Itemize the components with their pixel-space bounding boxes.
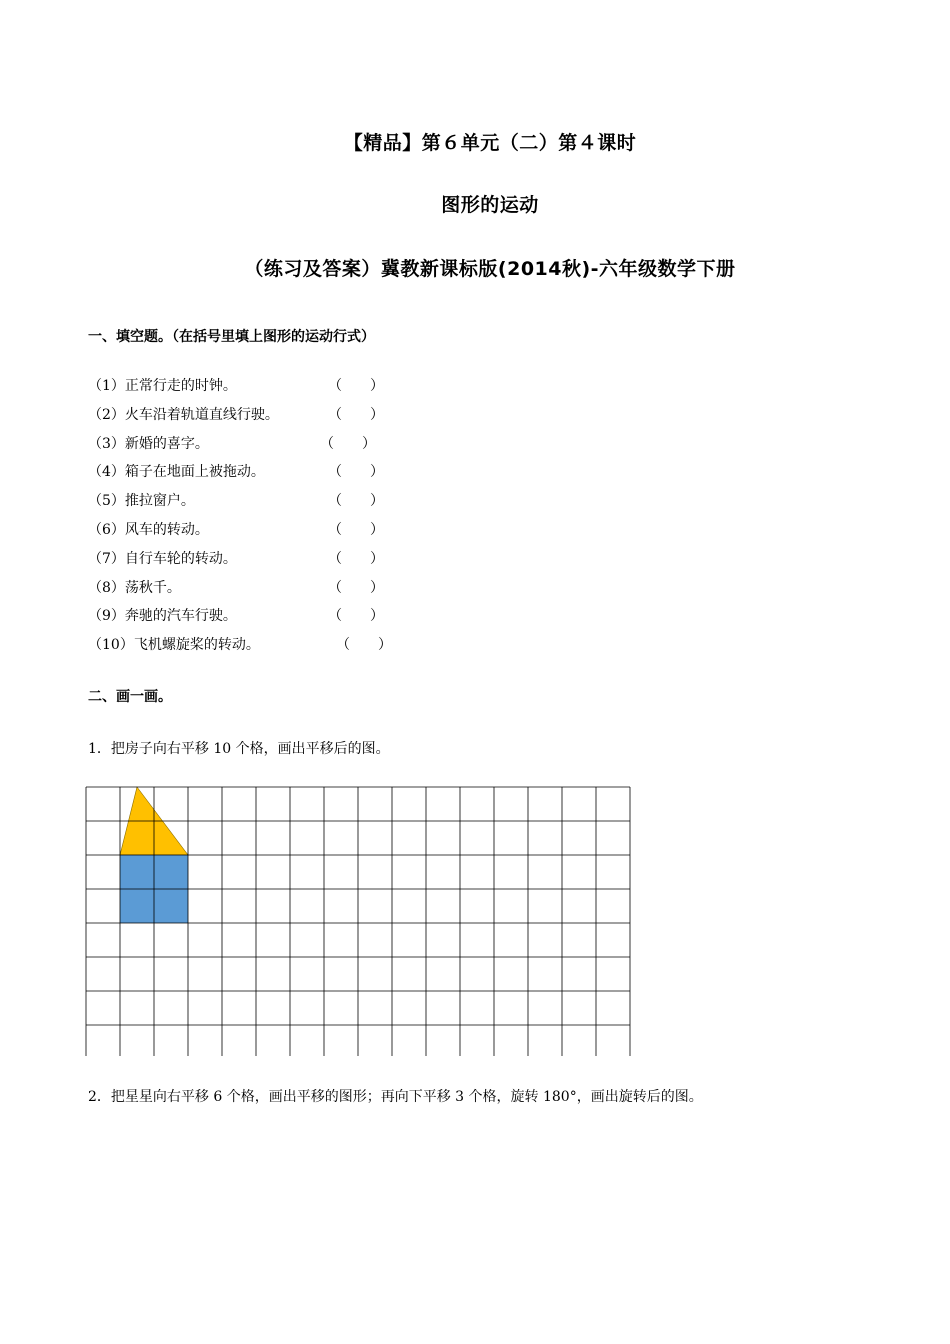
title-topic: 图形的运动 [441,194,539,216]
answer-blank[interactable]: （ ） [328,406,384,423]
list-item [88,602,508,631]
answer-blank[interactable]: （ ） [328,493,384,510]
list-item [88,516,508,545]
list-item [88,458,508,487]
question-text: （10）飞机螺旋桨的转动。 [88,637,260,654]
answer-blank[interactable]: （ ） [328,579,384,596]
question-text: （8）荡秋千。 [88,579,181,596]
question-translate-rotate-star: 2．把星星向右平移 6 个格，画出平移的图形；再向下平移 3 个格，旋转 180°，画出旋转后的图。 [88,1089,703,1105]
answer-blank[interactable]: （ ） [328,464,384,481]
section-heading-draw: 二、画一画。 [88,689,172,705]
list-item [88,487,508,516]
answer-blank[interactable]: （ ） [336,637,392,654]
question-text: （5）推拉窗户。 [88,493,195,510]
list-item [88,430,508,459]
question-text: （6）风车的转动。 [88,521,209,538]
list-item [88,545,508,574]
title-subtitle: （练习及答案）冀教新课标版(2014秋)-六年级数学下册 [244,258,736,280]
answer-blank[interactable]: （ ） [328,608,384,625]
answer-blank[interactable]: （ ） [328,378,384,394]
question-text: （4）箱子在地面上被拖动。 [88,464,265,481]
answer-blank[interactable]: （ ） [328,521,384,538]
list-item [88,574,508,603]
question-translate-house: 1．把房子向右平移 10 个格，画出平移后的图。 [88,741,390,757]
question-text: （1）正常行走的时钟。 [88,378,237,394]
section-heading-fill-blank: 一、填空题。（在括号里填上图形的运动行式） [88,329,375,345]
answer-blank[interactable]: （ ） [320,435,376,452]
fill-blank-list [88,372,508,660]
answer-blank[interactable]: （ ） [328,550,384,567]
drawing-grid[interactable] [85,786,635,1060]
question-text: （7）自行车轮的转动。 [88,550,237,567]
list-item [88,401,508,430]
grid-canvas[interactable] [85,786,635,1056]
question-text: （2）火车沿着轨道直线行驶。 [88,406,279,423]
question-text: （9）奔驰的汽车行驶。 [88,608,237,625]
title-lesson: 【精品】第６单元（二）第４课时 [343,132,637,154]
question-text: （3）新婚的喜字。 [88,435,209,452]
list-item [88,372,508,401]
list-item [88,631,508,660]
